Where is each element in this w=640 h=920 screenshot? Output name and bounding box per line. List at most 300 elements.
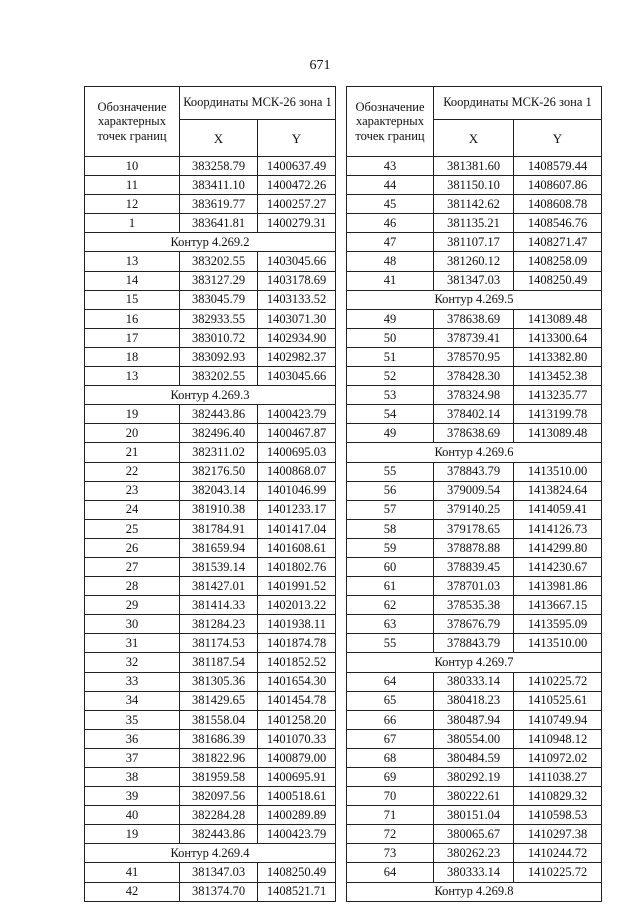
y-coordinate-cell: 1413981.86 xyxy=(514,577,602,596)
point-number-cell: 35 xyxy=(85,710,180,729)
table-row xyxy=(85,500,336,519)
x-coordinate-cell: 381414.33 xyxy=(180,596,258,615)
point-number-cell: 49 xyxy=(347,424,434,443)
x-coordinate-cell: 380418.23 xyxy=(434,691,514,710)
y-coordinate-cell: 1400868.07 xyxy=(258,462,336,481)
x-coordinate-cell: 378843.79 xyxy=(434,462,514,481)
y-coordinate-cell: 1401233.17 xyxy=(258,500,336,519)
x-coordinate-cell: 381659.94 xyxy=(180,538,258,557)
table-body-left xyxy=(85,157,336,902)
contour-label: Контур 4.269.6 xyxy=(347,443,602,462)
x-coordinate-cell: 379178.65 xyxy=(434,519,514,538)
y-coordinate-cell: 1401258.20 xyxy=(258,710,336,729)
y-coordinate-cell: 1410225.72 xyxy=(514,672,602,691)
x-coordinate-cell: 381558.04 xyxy=(180,710,258,729)
table-row xyxy=(85,214,336,233)
x-coordinate-cell: 378839.45 xyxy=(434,557,514,576)
x-coordinate-cell: 383127.29 xyxy=(180,271,258,290)
table-row xyxy=(347,615,602,634)
x-header: X xyxy=(434,120,514,157)
point-number-cell: 37 xyxy=(85,748,180,767)
table-row xyxy=(85,672,336,691)
point-number-cell: 41 xyxy=(85,863,180,882)
point-number-cell: 23 xyxy=(85,481,180,500)
table-row xyxy=(85,768,336,787)
table-row xyxy=(347,806,602,825)
point-number-cell: 50 xyxy=(347,328,434,347)
x-coordinate-cell: 378570.95 xyxy=(434,347,514,366)
point-number-cell: 49 xyxy=(347,309,434,328)
point-number-cell: 15 xyxy=(85,290,180,309)
y-coordinate-cell: 1400637.49 xyxy=(258,157,336,176)
y-coordinate-cell: 1414299.80 xyxy=(514,538,602,557)
table-row xyxy=(347,500,602,519)
y-coordinate-cell: 1410749.94 xyxy=(514,710,602,729)
point-number-cell: 65 xyxy=(347,691,434,710)
x-coordinate-cell: 381187.54 xyxy=(180,653,258,672)
y-coordinate-cell: 1400423.79 xyxy=(258,405,336,424)
point-number-cell: 12 xyxy=(85,195,180,214)
point-number-cell: 64 xyxy=(347,863,434,882)
table-body-right xyxy=(347,157,602,902)
point-number-cell: 41 xyxy=(347,271,434,290)
contour-row xyxy=(347,443,602,462)
point-number-cell: 24 xyxy=(85,500,180,519)
table-row xyxy=(347,596,602,615)
y-coordinate-cell: 1410225.72 xyxy=(514,863,602,882)
table-row xyxy=(347,863,602,882)
point-number-cell: 18 xyxy=(85,347,180,366)
table-row xyxy=(347,405,602,424)
table-row xyxy=(85,271,336,290)
table-row xyxy=(85,806,336,825)
point-number-cell: 69 xyxy=(347,768,434,787)
x-coordinate-cell: 380484.59 xyxy=(434,748,514,767)
y-coordinate-cell: 1400467.87 xyxy=(258,424,336,443)
table-row xyxy=(85,538,336,557)
x-coordinate-cell: 380554.00 xyxy=(434,729,514,748)
table-row xyxy=(347,691,602,710)
point-number-cell: 39 xyxy=(85,787,180,806)
table-row xyxy=(347,538,602,557)
table-row xyxy=(85,748,336,767)
point-number-cell: 20 xyxy=(85,424,180,443)
point-number-cell: 56 xyxy=(347,481,434,500)
point-number-cell: 36 xyxy=(85,729,180,748)
y-coordinate-cell: 1401991.52 xyxy=(258,577,336,596)
y-coordinate-cell: 1413824.64 xyxy=(514,481,602,500)
point-number-cell: 38 xyxy=(85,768,180,787)
x-coordinate-cell: 381822.96 xyxy=(180,748,258,767)
x-coordinate-cell: 378535.38 xyxy=(434,596,514,615)
table-row xyxy=(85,691,336,710)
table-row xyxy=(347,347,602,366)
point-number-cell: 51 xyxy=(347,347,434,366)
point-number-cell: 68 xyxy=(347,748,434,767)
table-row xyxy=(347,233,602,252)
table-row xyxy=(347,787,602,806)
point-number-cell: 11 xyxy=(85,176,180,195)
table-row xyxy=(85,863,336,882)
x-coordinate-cell: 381381.60 xyxy=(434,157,514,176)
table-row xyxy=(347,252,602,271)
x-coordinate-cell: 382043.14 xyxy=(180,481,258,500)
table-row xyxy=(347,825,602,844)
point-number-cell: 13 xyxy=(85,367,180,386)
points-header: Обозначение характерных точек границ xyxy=(85,87,180,157)
table-row xyxy=(347,519,602,538)
y-coordinate-cell: 1413510.00 xyxy=(514,462,602,481)
table-row xyxy=(347,768,602,787)
x-coordinate-cell: 381150.10 xyxy=(434,176,514,195)
y-coordinate-cell: 1400695.91 xyxy=(258,768,336,787)
x-coordinate-cell: 383202.55 xyxy=(180,252,258,271)
y-header: Y xyxy=(514,120,602,157)
y-coordinate-cell: 1401874.78 xyxy=(258,634,336,653)
point-number-cell: 30 xyxy=(85,615,180,634)
x-coordinate-cell: 379140.25 xyxy=(434,500,514,519)
y-coordinate-cell: 1403045.66 xyxy=(258,252,336,271)
table-row xyxy=(347,157,602,176)
y-coordinate-cell: 1410598.53 xyxy=(514,806,602,825)
x-coordinate-cell: 381910.38 xyxy=(180,500,258,519)
y-coordinate-cell: 1413382.80 xyxy=(514,347,602,366)
x-coordinate-cell: 382176.50 xyxy=(180,462,258,481)
x-coordinate-cell: 380333.14 xyxy=(434,863,514,882)
contour-row xyxy=(347,653,602,672)
coordinates-table-left xyxy=(84,86,336,902)
x-coordinate-cell: 379009.54 xyxy=(434,481,514,500)
x-coordinate-cell: 383619.77 xyxy=(180,195,258,214)
page-number: 671 xyxy=(309,58,331,73)
table-row xyxy=(85,634,336,653)
y-coordinate-cell: 1408608.78 xyxy=(514,195,602,214)
point-number-cell: 33 xyxy=(85,672,180,691)
contour-label: Контур 4.269.4 xyxy=(85,844,336,863)
x-coordinate-cell: 380487.94 xyxy=(434,710,514,729)
point-number-cell: 54 xyxy=(347,405,434,424)
table-row xyxy=(347,577,602,596)
contour-row xyxy=(85,233,336,252)
point-number-cell: 64 xyxy=(347,672,434,691)
y-coordinate-cell: 1402013.22 xyxy=(258,596,336,615)
x-coordinate-cell: 382311.02 xyxy=(180,443,258,462)
coords-group-header: Координаты МСК-26 зона 1 xyxy=(434,87,602,120)
y-coordinate-cell: 1403133.52 xyxy=(258,290,336,309)
y-coordinate-cell: 1410244.72 xyxy=(514,844,602,863)
x-coordinate-cell: 378428.30 xyxy=(434,367,514,386)
x-coordinate-cell: 381959.58 xyxy=(180,768,258,787)
y-coordinate-cell: 1400289.89 xyxy=(258,806,336,825)
table-row xyxy=(347,748,602,767)
y-coordinate-cell: 1400518.61 xyxy=(258,787,336,806)
table-row xyxy=(85,577,336,596)
point-number-cell: 58 xyxy=(347,519,434,538)
point-number-cell: 28 xyxy=(85,577,180,596)
point-number-cell: 44 xyxy=(347,176,434,195)
point-number-cell: 46 xyxy=(347,214,434,233)
y-coordinate-cell: 1408258.09 xyxy=(514,252,602,271)
coordinates-table-right xyxy=(346,86,602,902)
point-number-cell: 19 xyxy=(85,825,180,844)
table-row xyxy=(85,252,336,271)
point-number-cell: 26 xyxy=(85,538,180,557)
x-coordinate-cell: 383641.81 xyxy=(180,214,258,233)
x-coordinate-cell: 378638.69 xyxy=(434,424,514,443)
table-row xyxy=(347,214,602,233)
y-coordinate-cell: 1413452.38 xyxy=(514,367,602,386)
y-coordinate-cell: 1408521.71 xyxy=(258,882,336,901)
table-row xyxy=(85,367,336,386)
y-header: Y xyxy=(258,120,336,157)
table-row xyxy=(85,347,336,366)
y-coordinate-cell: 1401608.61 xyxy=(258,538,336,557)
x-coordinate-cell: 380333.14 xyxy=(434,672,514,691)
table-row xyxy=(85,290,336,309)
contour-label: Контур 4.269.7 xyxy=(347,653,602,672)
y-coordinate-cell: 1411038.27 xyxy=(514,768,602,787)
point-number-cell: 70 xyxy=(347,787,434,806)
y-coordinate-cell: 1410948.12 xyxy=(514,729,602,748)
x-coordinate-cell: 382933.55 xyxy=(180,309,258,328)
x-coordinate-cell: 381784.91 xyxy=(180,519,258,538)
y-coordinate-cell: 1414230.67 xyxy=(514,557,602,576)
point-number-cell: 13 xyxy=(85,252,180,271)
x-coordinate-cell: 380065.67 xyxy=(434,825,514,844)
x-coordinate-cell: 383411.10 xyxy=(180,176,258,195)
contour-row xyxy=(85,844,336,863)
y-coordinate-cell: 1408250.49 xyxy=(514,271,602,290)
table-row xyxy=(85,443,336,462)
point-number-cell: 73 xyxy=(347,844,434,863)
x-coordinate-cell: 383092.93 xyxy=(180,347,258,366)
point-number-cell: 72 xyxy=(347,825,434,844)
x-coordinate-cell: 380151.04 xyxy=(434,806,514,825)
x-coordinate-cell: 382097.56 xyxy=(180,787,258,806)
table-row xyxy=(85,825,336,844)
point-number-cell: 67 xyxy=(347,729,434,748)
table-row xyxy=(85,615,336,634)
point-number-cell: 16 xyxy=(85,309,180,328)
x-coordinate-cell: 381135.21 xyxy=(434,214,514,233)
y-coordinate-cell: 1401046.99 xyxy=(258,481,336,500)
table-row xyxy=(347,367,602,386)
y-coordinate-cell: 1401417.04 xyxy=(258,519,336,538)
points-header: Обозначение характерных точек границ xyxy=(347,87,434,157)
point-number-cell: 48 xyxy=(347,252,434,271)
table-row xyxy=(85,519,336,538)
y-coordinate-cell: 1400279.31 xyxy=(258,214,336,233)
x-coordinate-cell: 381347.03 xyxy=(434,271,514,290)
table-row xyxy=(85,462,336,481)
x-coordinate-cell: 381429.65 xyxy=(180,691,258,710)
x-coordinate-cell: 378324.98 xyxy=(434,386,514,405)
y-coordinate-cell: 1413510.00 xyxy=(514,634,602,653)
point-number-cell: 55 xyxy=(347,634,434,653)
x-coordinate-cell: 381174.53 xyxy=(180,634,258,653)
point-number-cell: 34 xyxy=(85,691,180,710)
y-coordinate-cell: 1401852.52 xyxy=(258,653,336,672)
point-number-cell: 61 xyxy=(347,577,434,596)
point-number-cell: 42 xyxy=(85,882,180,901)
table-row xyxy=(347,424,602,443)
x-coordinate-cell: 381539.14 xyxy=(180,557,258,576)
y-coordinate-cell: 1408546.76 xyxy=(514,214,602,233)
x-coordinate-cell: 381374.70 xyxy=(180,882,258,901)
x-coordinate-cell: 380222.61 xyxy=(434,787,514,806)
contour-row xyxy=(85,386,336,405)
table-row xyxy=(85,309,336,328)
x-coordinate-cell: 381260.12 xyxy=(434,252,514,271)
table-row xyxy=(347,271,602,290)
point-number-cell: 1 xyxy=(85,214,180,233)
y-coordinate-cell: 1400257.27 xyxy=(258,195,336,214)
point-number-cell: 53 xyxy=(347,386,434,405)
point-number-cell: 22 xyxy=(85,462,180,481)
point-number-cell: 52 xyxy=(347,367,434,386)
table-row xyxy=(85,882,336,901)
y-coordinate-cell: 1408250.49 xyxy=(258,863,336,882)
table-row xyxy=(347,481,602,500)
x-coordinate-cell: 382443.86 xyxy=(180,405,258,424)
x-coordinate-cell: 381284.23 xyxy=(180,615,258,634)
table-row xyxy=(85,195,336,214)
x-coordinate-cell: 381427.01 xyxy=(180,577,258,596)
table-row xyxy=(85,596,336,615)
y-coordinate-cell: 1413089.48 xyxy=(514,424,602,443)
y-coordinate-cell: 1413199.78 xyxy=(514,405,602,424)
table-row xyxy=(347,672,602,691)
table-row xyxy=(347,634,602,653)
point-number-cell: 32 xyxy=(85,653,180,672)
y-coordinate-cell: 1402934.90 xyxy=(258,328,336,347)
y-coordinate-cell: 1400695.03 xyxy=(258,443,336,462)
table-row xyxy=(85,176,336,195)
point-number-cell: 27 xyxy=(85,557,180,576)
table-row xyxy=(85,557,336,576)
x-coordinate-cell: 380292.19 xyxy=(434,768,514,787)
x-coordinate-cell: 378676.79 xyxy=(434,615,514,634)
x-coordinate-cell: 378843.79 xyxy=(434,634,514,653)
contour-row xyxy=(347,290,602,309)
table-row xyxy=(85,328,336,347)
table-row xyxy=(85,653,336,672)
point-number-cell: 71 xyxy=(347,806,434,825)
y-coordinate-cell: 1414059.41 xyxy=(514,500,602,519)
y-coordinate-cell: 1413300.64 xyxy=(514,328,602,347)
point-number-cell: 17 xyxy=(85,328,180,347)
point-number-cell: 60 xyxy=(347,557,434,576)
point-number-cell: 31 xyxy=(85,634,180,653)
point-number-cell: 10 xyxy=(85,157,180,176)
x-coordinate-cell: 381686.39 xyxy=(180,729,258,748)
y-coordinate-cell: 1400423.79 xyxy=(258,825,336,844)
y-coordinate-cell: 1413235.77 xyxy=(514,386,602,405)
y-coordinate-cell: 1410297.38 xyxy=(514,825,602,844)
point-number-cell: 40 xyxy=(85,806,180,825)
point-number-cell: 25 xyxy=(85,519,180,538)
y-coordinate-cell: 1410829.32 xyxy=(514,787,602,806)
table-row xyxy=(347,844,602,863)
y-coordinate-cell: 1401938.11 xyxy=(258,615,336,634)
x-coordinate-cell: 383202.55 xyxy=(180,367,258,386)
table-row xyxy=(347,710,602,729)
point-number-cell: 62 xyxy=(347,596,434,615)
point-number-cell: 19 xyxy=(85,405,180,424)
y-coordinate-cell: 1408271.47 xyxy=(514,233,602,252)
y-coordinate-cell: 1401454.78 xyxy=(258,691,336,710)
contour-label: Контур 4.269.5 xyxy=(347,290,602,309)
y-coordinate-cell: 1403045.66 xyxy=(258,367,336,386)
table-row xyxy=(85,405,336,424)
y-coordinate-cell: 1402982.37 xyxy=(258,347,336,366)
contour-row xyxy=(347,882,602,901)
coords-group-header: Координаты МСК-26 зона 1 xyxy=(180,87,336,120)
y-coordinate-cell: 1413667.15 xyxy=(514,596,602,615)
contour-label: Контур 4.269.3 xyxy=(85,386,336,405)
x-coordinate-cell: 378638.69 xyxy=(434,309,514,328)
table-row xyxy=(347,557,602,576)
point-number-cell: 43 xyxy=(347,157,434,176)
x-coordinate-cell: 378739.41 xyxy=(434,328,514,347)
x-coordinate-cell: 382284.28 xyxy=(180,806,258,825)
point-number-cell: 29 xyxy=(85,596,180,615)
table-row xyxy=(85,729,336,748)
table-row xyxy=(85,157,336,176)
x-coordinate-cell: 381142.62 xyxy=(434,195,514,214)
y-coordinate-cell: 1403178.69 xyxy=(258,271,336,290)
table-row xyxy=(347,176,602,195)
point-number-cell: 63 xyxy=(347,615,434,634)
x-coordinate-cell: 381107.17 xyxy=(434,233,514,252)
point-number-cell: 21 xyxy=(85,443,180,462)
x-coordinate-cell: 378701.03 xyxy=(434,577,514,596)
contour-label: Контур 4.269.2 xyxy=(85,233,336,252)
table-row xyxy=(85,481,336,500)
table-row xyxy=(347,729,602,748)
table-row xyxy=(85,424,336,443)
x-coordinate-cell: 381347.03 xyxy=(180,863,258,882)
point-number-cell: 57 xyxy=(347,500,434,519)
table-row xyxy=(347,195,602,214)
y-coordinate-cell: 1414126.73 xyxy=(514,519,602,538)
table-row xyxy=(85,710,336,729)
x-coordinate-cell: 383045.79 xyxy=(180,290,258,309)
x-coordinate-cell: 383258.79 xyxy=(180,157,258,176)
x-coordinate-cell: 382496.40 xyxy=(180,424,258,443)
y-coordinate-cell: 1400472.26 xyxy=(258,176,336,195)
x-coordinate-cell: 378402.14 xyxy=(434,405,514,424)
table-row xyxy=(85,787,336,806)
table-row xyxy=(347,309,602,328)
x-coordinate-cell: 378878.88 xyxy=(434,538,514,557)
y-coordinate-cell: 1408607.86 xyxy=(514,176,602,195)
table-row xyxy=(347,462,602,481)
table-row xyxy=(347,386,602,405)
point-number-cell: 59 xyxy=(347,538,434,557)
x-coordinate-cell: 380262.23 xyxy=(434,844,514,863)
y-coordinate-cell: 1413595.09 xyxy=(514,615,602,634)
y-coordinate-cell: 1410525.61 xyxy=(514,691,602,710)
contour-label: Контур 4.269.8 xyxy=(347,882,602,901)
y-coordinate-cell: 1403071.30 xyxy=(258,309,336,328)
table-row xyxy=(347,328,602,347)
x-coordinate-cell: 383010.72 xyxy=(180,328,258,347)
x-header: X xyxy=(180,120,258,157)
y-coordinate-cell: 1401654.30 xyxy=(258,672,336,691)
x-coordinate-cell: 382443.86 xyxy=(180,825,258,844)
y-coordinate-cell: 1408579.44 xyxy=(514,157,602,176)
